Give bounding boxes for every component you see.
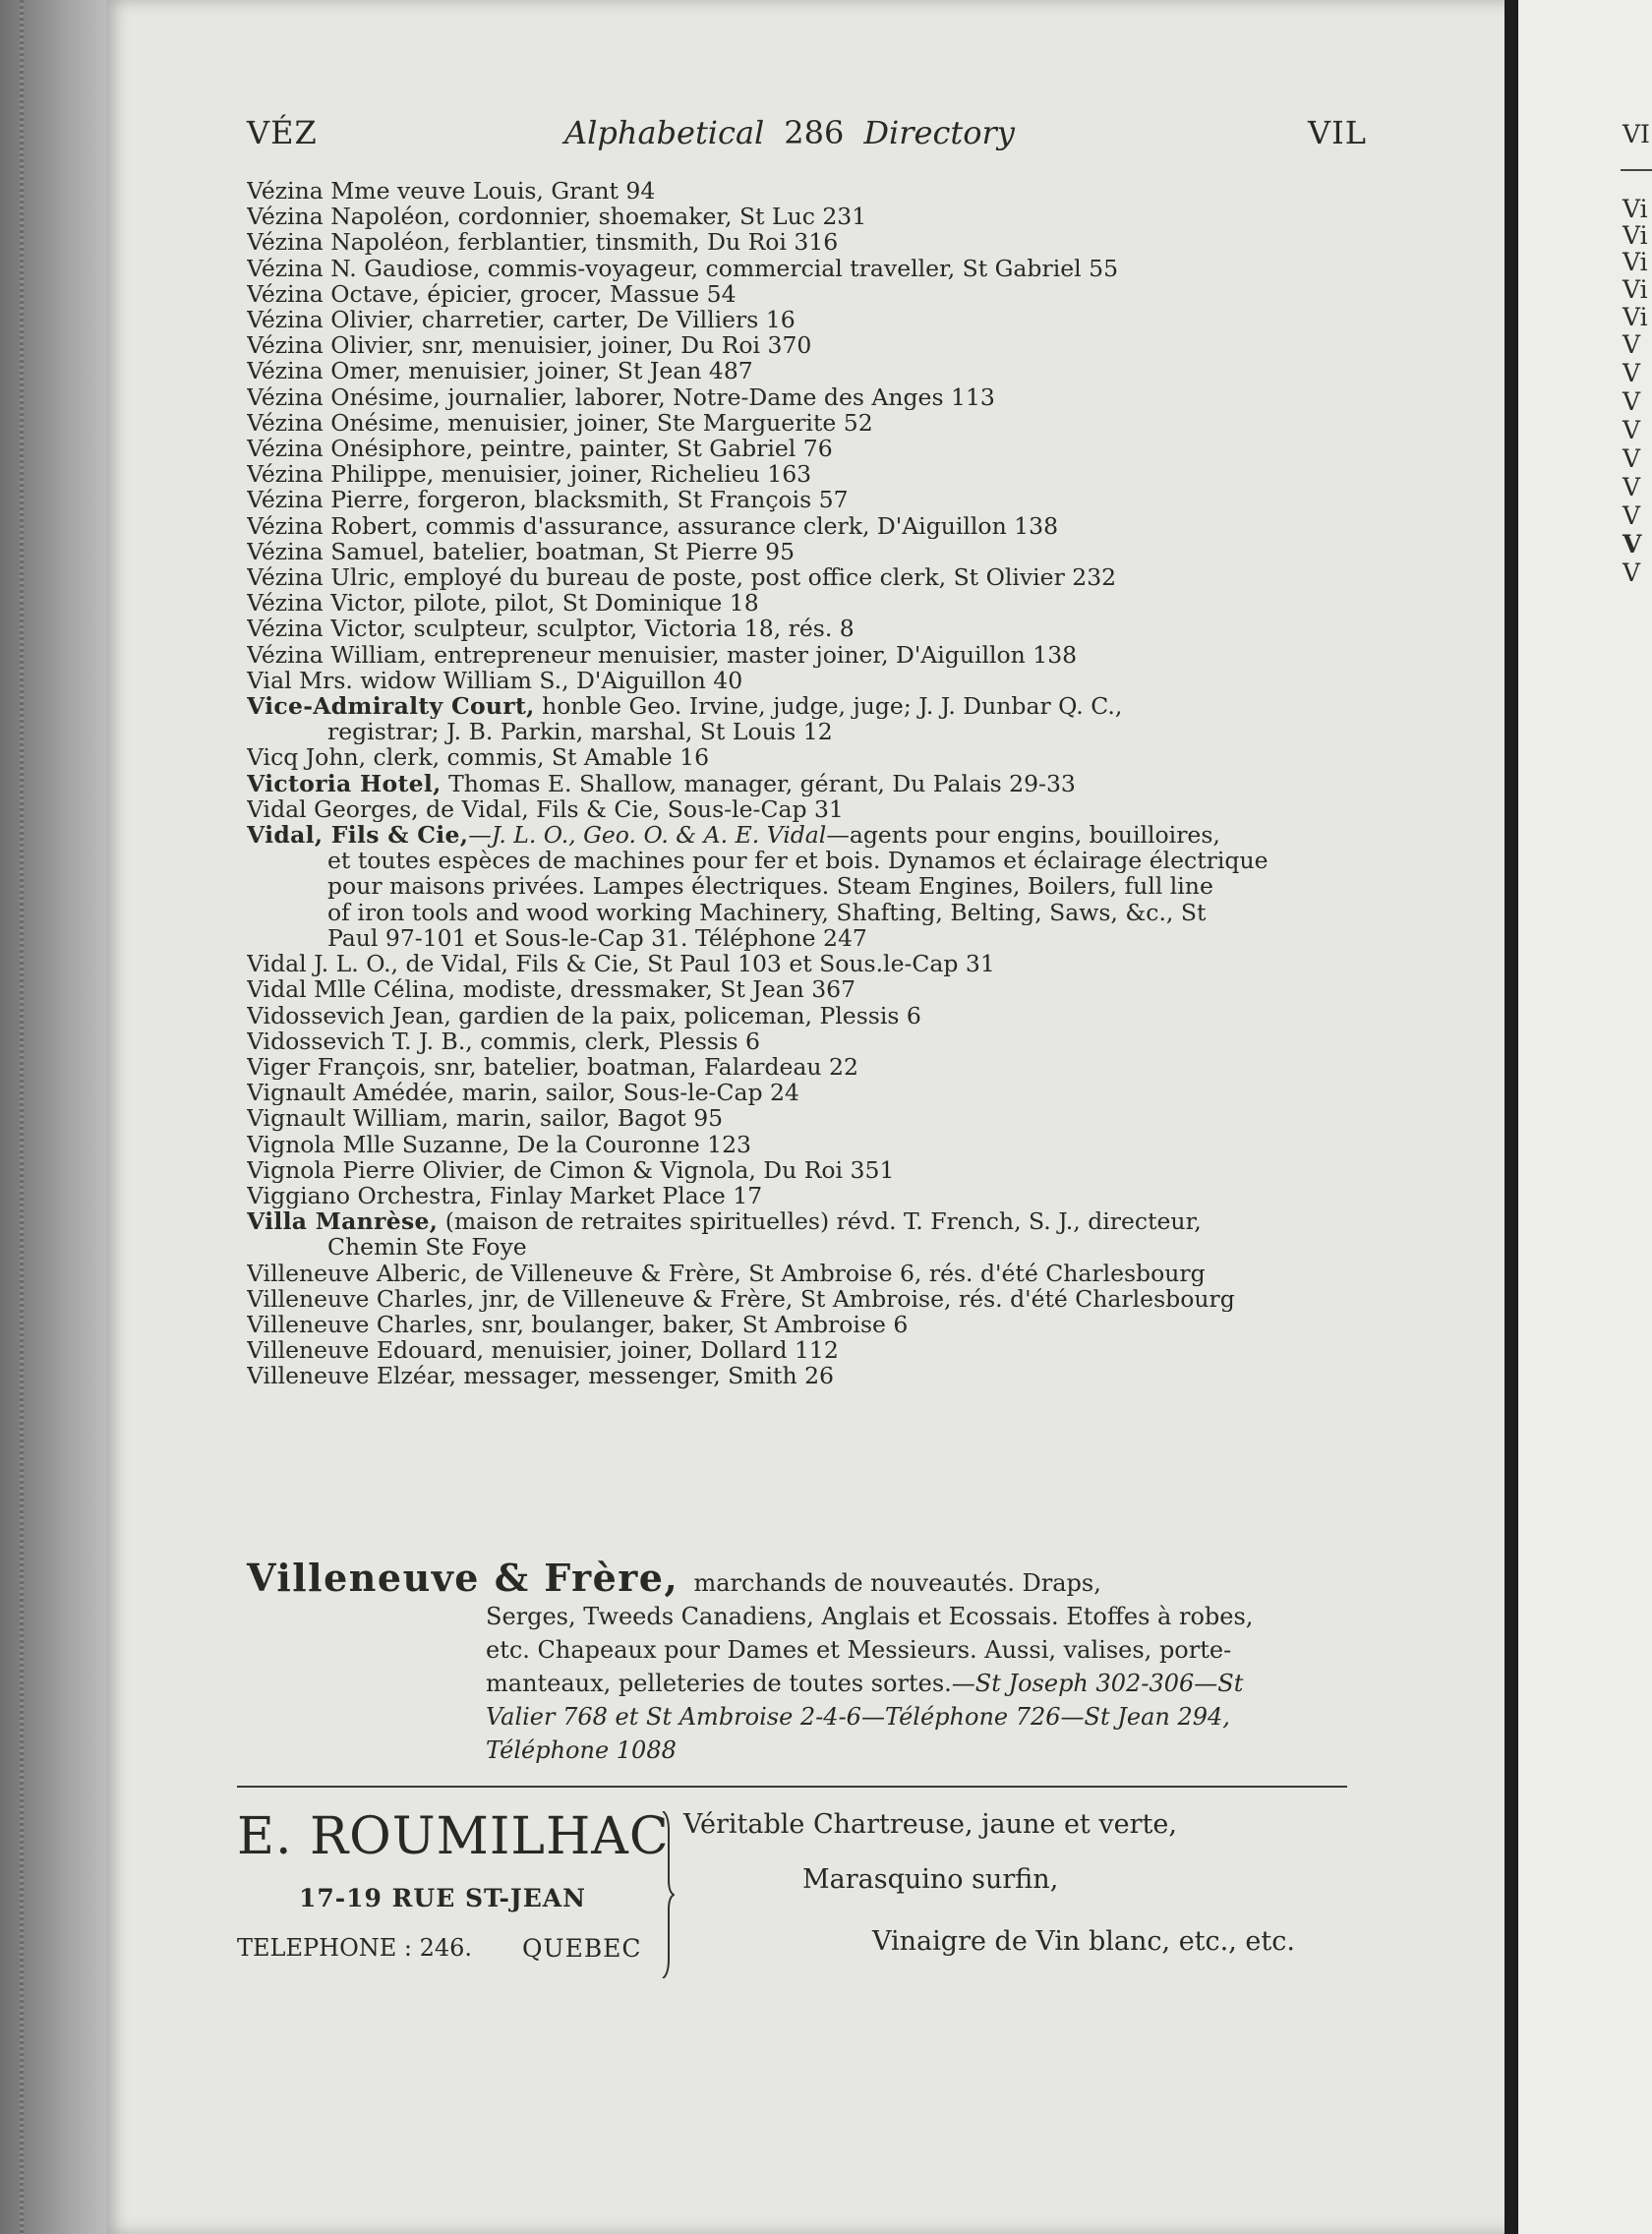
page-number: 286 bbox=[784, 114, 845, 151]
villeneuve-line1: marchands de nouveautés. Draps, bbox=[693, 1569, 1101, 1597]
vidal-fils-line3: pour maisons privées. Lampes électriques. Steam Engines, Boilers, full line bbox=[327, 873, 1213, 900]
next-page-line: Vi bbox=[1622, 248, 1648, 276]
header-left: VÉZ bbox=[247, 114, 318, 151]
list-item: Villeneuve Charles, snr, boulanger, baker, St Ambroise 6 bbox=[247, 1311, 909, 1338]
header-title-a: Alphabetical bbox=[564, 114, 765, 151]
list-item: Vidossevich T. J. B., commis, clerk, Plessis 6 bbox=[247, 1028, 760, 1054]
list-item: Vézina Onésime, menuisier, joiner, Ste Marguerite 52 bbox=[247, 409, 873, 437]
list-item: Vézina Victor, sculpteur, sculptor, Victoria 18, rés. 8 bbox=[247, 616, 855, 642]
next-page-line: Vi bbox=[1622, 221, 1648, 250]
next-page-line: V bbox=[1622, 473, 1641, 501]
villeneuve-advertisement bbox=[247, 1556, 1356, 1767]
next-page-line: V bbox=[1622, 416, 1641, 444]
victoria-hotel-entry bbox=[247, 771, 1356, 796]
page-gutter bbox=[1504, 0, 1518, 2234]
villeneuve-line2: Serges, Tweeds Canadiens, Anglais et Ecossais. Etoffes à robes, bbox=[486, 1603, 1254, 1630]
vidal-fils-line2: et toutes espèces de machines pour fer et bois. Dynamos et éclairage électrique bbox=[327, 848, 1268, 874]
list-item: Vézina Robert, commis d'assurance, assurance clerk, D'Aiguillon 138 bbox=[247, 512, 1059, 539]
list-item: Vignault Amédée, marin, sailor, Sous-le-Cap 24 bbox=[247, 1080, 799, 1106]
product-line: Vinaigre de Vin blanc, etc., etc. bbox=[872, 1926, 1295, 1957]
roumilhac-city: QUEBEC bbox=[522, 1934, 642, 1963]
running-header bbox=[247, 114, 1367, 153]
next-page-line: V bbox=[1622, 330, 1641, 359]
villeneuve-body bbox=[486, 1600, 1356, 1767]
list-item: Vicq John, clerk, commis, St Amable 16 bbox=[247, 744, 710, 771]
list-item: Viggiano Orchestra, Finlay Market Place 17 bbox=[247, 1182, 763, 1209]
villa-manrese-entry bbox=[247, 1208, 1356, 1234]
list-item: Vézina N. Gaudiose, commis-voyageur, commercial traveller, St Gabriel 55 bbox=[247, 255, 1119, 281]
list-item: Vézina Napoléon, cordonnier, shoemaker, St Luc 231 bbox=[247, 204, 867, 230]
victoria-hotel-name: Victoria Hotel, bbox=[247, 770, 442, 796]
vidal-fils-name: Vidal, Fils & Cie, bbox=[247, 822, 469, 849]
list-item: Vidal Mlle Célina, modiste, dressmaker, St Jean 367 bbox=[247, 976, 856, 1003]
next-page-edge bbox=[1518, 0, 1652, 2234]
list-item: Vézina Napoléon, ferblantier, tinsmith, Du Roi 316 bbox=[247, 229, 839, 256]
list-item: Vial Mrs. widow William S., D'Aiguillon 40 bbox=[247, 667, 743, 694]
villeneuve-line4a: manteaux, pelleteries de toutes sortes. bbox=[486, 1670, 952, 1697]
list-item: Vézina William, entrepreneur menuisier, master joiner, D'Aiguillon 138 bbox=[247, 641, 1078, 668]
vidal-fils-line1: —agents pour engins, bouilloires, bbox=[826, 822, 1220, 849]
header-center bbox=[564, 114, 1015, 151]
villa-manrese-continuation: Chemin Ste Foye bbox=[327, 1234, 527, 1261]
list-item: Vidal Georges, de Vidal, Fils & Cie, Sous-le-Cap 31 bbox=[247, 795, 844, 823]
vidal-fils-partners: —J. L. O., Geo. O. & A. E. Vidal bbox=[468, 822, 827, 849]
header-title-b: Directory bbox=[863, 114, 1015, 151]
roumilhac-telephone: TELEPHONE : 246. bbox=[237, 1934, 473, 1962]
vidal-fils-entry bbox=[247, 822, 1356, 848]
list-item: Villeneuve Edouard, menuisier, joiner, Dollard 112 bbox=[247, 1337, 839, 1364]
list-item: Vézina Olivier, snr, menuisier, joiner, Du Roi 370 bbox=[247, 332, 812, 359]
next-page-line: V bbox=[1622, 501, 1641, 530]
list-item: Vézina Onésiphore, peintre, painter, St Gabriel 76 bbox=[247, 436, 833, 462]
vice-admiralty-entry bbox=[247, 693, 1356, 719]
villeneuve-line4 bbox=[486, 1667, 1356, 1700]
directory-entries bbox=[247, 178, 1356, 1389]
next-page-line: Vi bbox=[1622, 275, 1648, 304]
vice-admiralty-name: Vice-Admiralty Court, bbox=[247, 693, 535, 720]
list-item: Vézina Pierre, forgeron, blacksmith, St François 57 bbox=[247, 487, 849, 513]
villeneuve-name: Villeneuve & Frère, bbox=[247, 1556, 679, 1600]
book-binding bbox=[0, 0, 118, 2234]
villeneuve-heading bbox=[247, 1556, 1356, 1600]
list-item: Villeneuve Elzéar, messager, messenger, Smith 26 bbox=[247, 1363, 835, 1389]
list-item: Vignola Pierre Olivier, de Cimon & Vignola, Du Roi 351 bbox=[247, 1156, 895, 1183]
next-page-line: V bbox=[1622, 444, 1641, 473]
list-item: Vézina Philippe, menuisier, joiner, Richelieu 163 bbox=[247, 461, 812, 488]
villeneuve-line4b: —St Joseph 302-306—St bbox=[951, 1670, 1244, 1697]
section-divider bbox=[237, 1786, 1347, 1788]
product-line: Marasquino surfin, bbox=[802, 1864, 1059, 1895]
list-item: Vézina Mme veuve Louis, Grant 94 bbox=[247, 178, 656, 205]
next-page-line: V bbox=[1622, 359, 1641, 387]
next-page-line: Vi bbox=[1622, 195, 1648, 223]
villeneuve-line3: etc. Chapeaux pour Dames et Messieurs. Aussi, valises, porte- bbox=[486, 1636, 1232, 1664]
next-page-line: V bbox=[1622, 387, 1641, 416]
roumilhac-company: E. ROUMILHAC bbox=[237, 1807, 670, 1866]
roumilhac-advertisement bbox=[237, 1807, 670, 2004]
list-item: Vézina Samuel, batelier, boatman, St Pierre 95 bbox=[247, 538, 796, 565]
header-right: VIL bbox=[1308, 114, 1367, 151]
list-item: Vézina Onésime, journalier, laborer, Notre-Dame des Anges 113 bbox=[247, 383, 995, 410]
victoria-hotel-details: Thomas E. Shallow, manager, gérant, Du Palais 29-33 bbox=[441, 770, 1076, 796]
next-page-rule bbox=[1621, 169, 1652, 171]
list-item: Vézina Ulric, employé du bureau de poste, post office clerk, St Olivier 232 bbox=[247, 564, 1117, 591]
villeneuve-line5: Valier 768 et St Ambroise 2-4-6—Téléphone 726—St Jean 294, bbox=[486, 1703, 1230, 1731]
list-item: Vézina Omer, menuisier, joiner, St Jean 487 bbox=[247, 358, 753, 384]
list-item: Vézina Olivier, charretier, carter, De Villiers 16 bbox=[247, 307, 796, 333]
list-item: Villeneuve Charles, jnr, de Villeneuve & Frère, St Ambroise, rés. d'été Charlesbourg bbox=[247, 1285, 1235, 1312]
next-page-line: Vi bbox=[1622, 303, 1648, 331]
next-page-line: V bbox=[1622, 558, 1641, 587]
villa-manrese-name: Villa Manrèse, bbox=[247, 1208, 439, 1235]
vice-admiralty-continuation: registrar; J. B. Parkin, marshal, St Louis 12 bbox=[327, 719, 833, 745]
vidal-fils-line5: Paul 97-101 et Sous-le-Cap 31. Téléphone 247 bbox=[327, 924, 867, 952]
villa-manrese-line1: (maison de retraites spirituelles) révd. T. French, S. J., directeur, bbox=[438, 1208, 1202, 1235]
brace-icon bbox=[661, 1811, 675, 1978]
list-item: Vidossevich Jean, gardien de la paix, policeman, Plessis 6 bbox=[247, 1002, 921, 1029]
list-item: Villeneuve Alberic, de Villeneuve & Frère, St Ambroise 6, rés. d'été Charlesbourg bbox=[247, 1260, 1206, 1286]
next-page-line: V bbox=[1622, 530, 1642, 558]
list-item: Vignault William, marin, sailor, Bagot 95 bbox=[247, 1105, 724, 1132]
vice-admiralty-line1: honble Geo. Irvine, judge, juge; J. J. Dunbar Q. C., bbox=[534, 693, 1123, 720]
vidal-fils-line4: of iron tools and wood working Machinery, Shafting, Belting, Saws, &c., St bbox=[327, 899, 1207, 925]
list-item: Viger François, snr, batelier, boatman, Falardeau 22 bbox=[247, 1053, 858, 1081]
next-page-header: VI bbox=[1622, 120, 1650, 148]
roumilhac-address: 17-19 RUE ST-JEAN bbox=[299, 1884, 587, 1912]
list-item: Vidal J. L. O., de Vidal, Fils & Cie, St Paul 103 et Sous.le-Cap 31 bbox=[247, 951, 995, 977]
villeneuve-line6: Téléphone 1088 bbox=[486, 1736, 677, 1764]
list-item: Vignola Mlle Suzanne, De la Couronne 123 bbox=[247, 1131, 751, 1157]
list-item: Vézina Victor, pilote, pilot, St Dominique 18 bbox=[247, 590, 759, 617]
product-line: Véritable Chartreuse, jaune et verte, bbox=[683, 1809, 1177, 1840]
list-item: Vézina Octave, épicier, grocer, Massue 54 bbox=[247, 280, 737, 308]
